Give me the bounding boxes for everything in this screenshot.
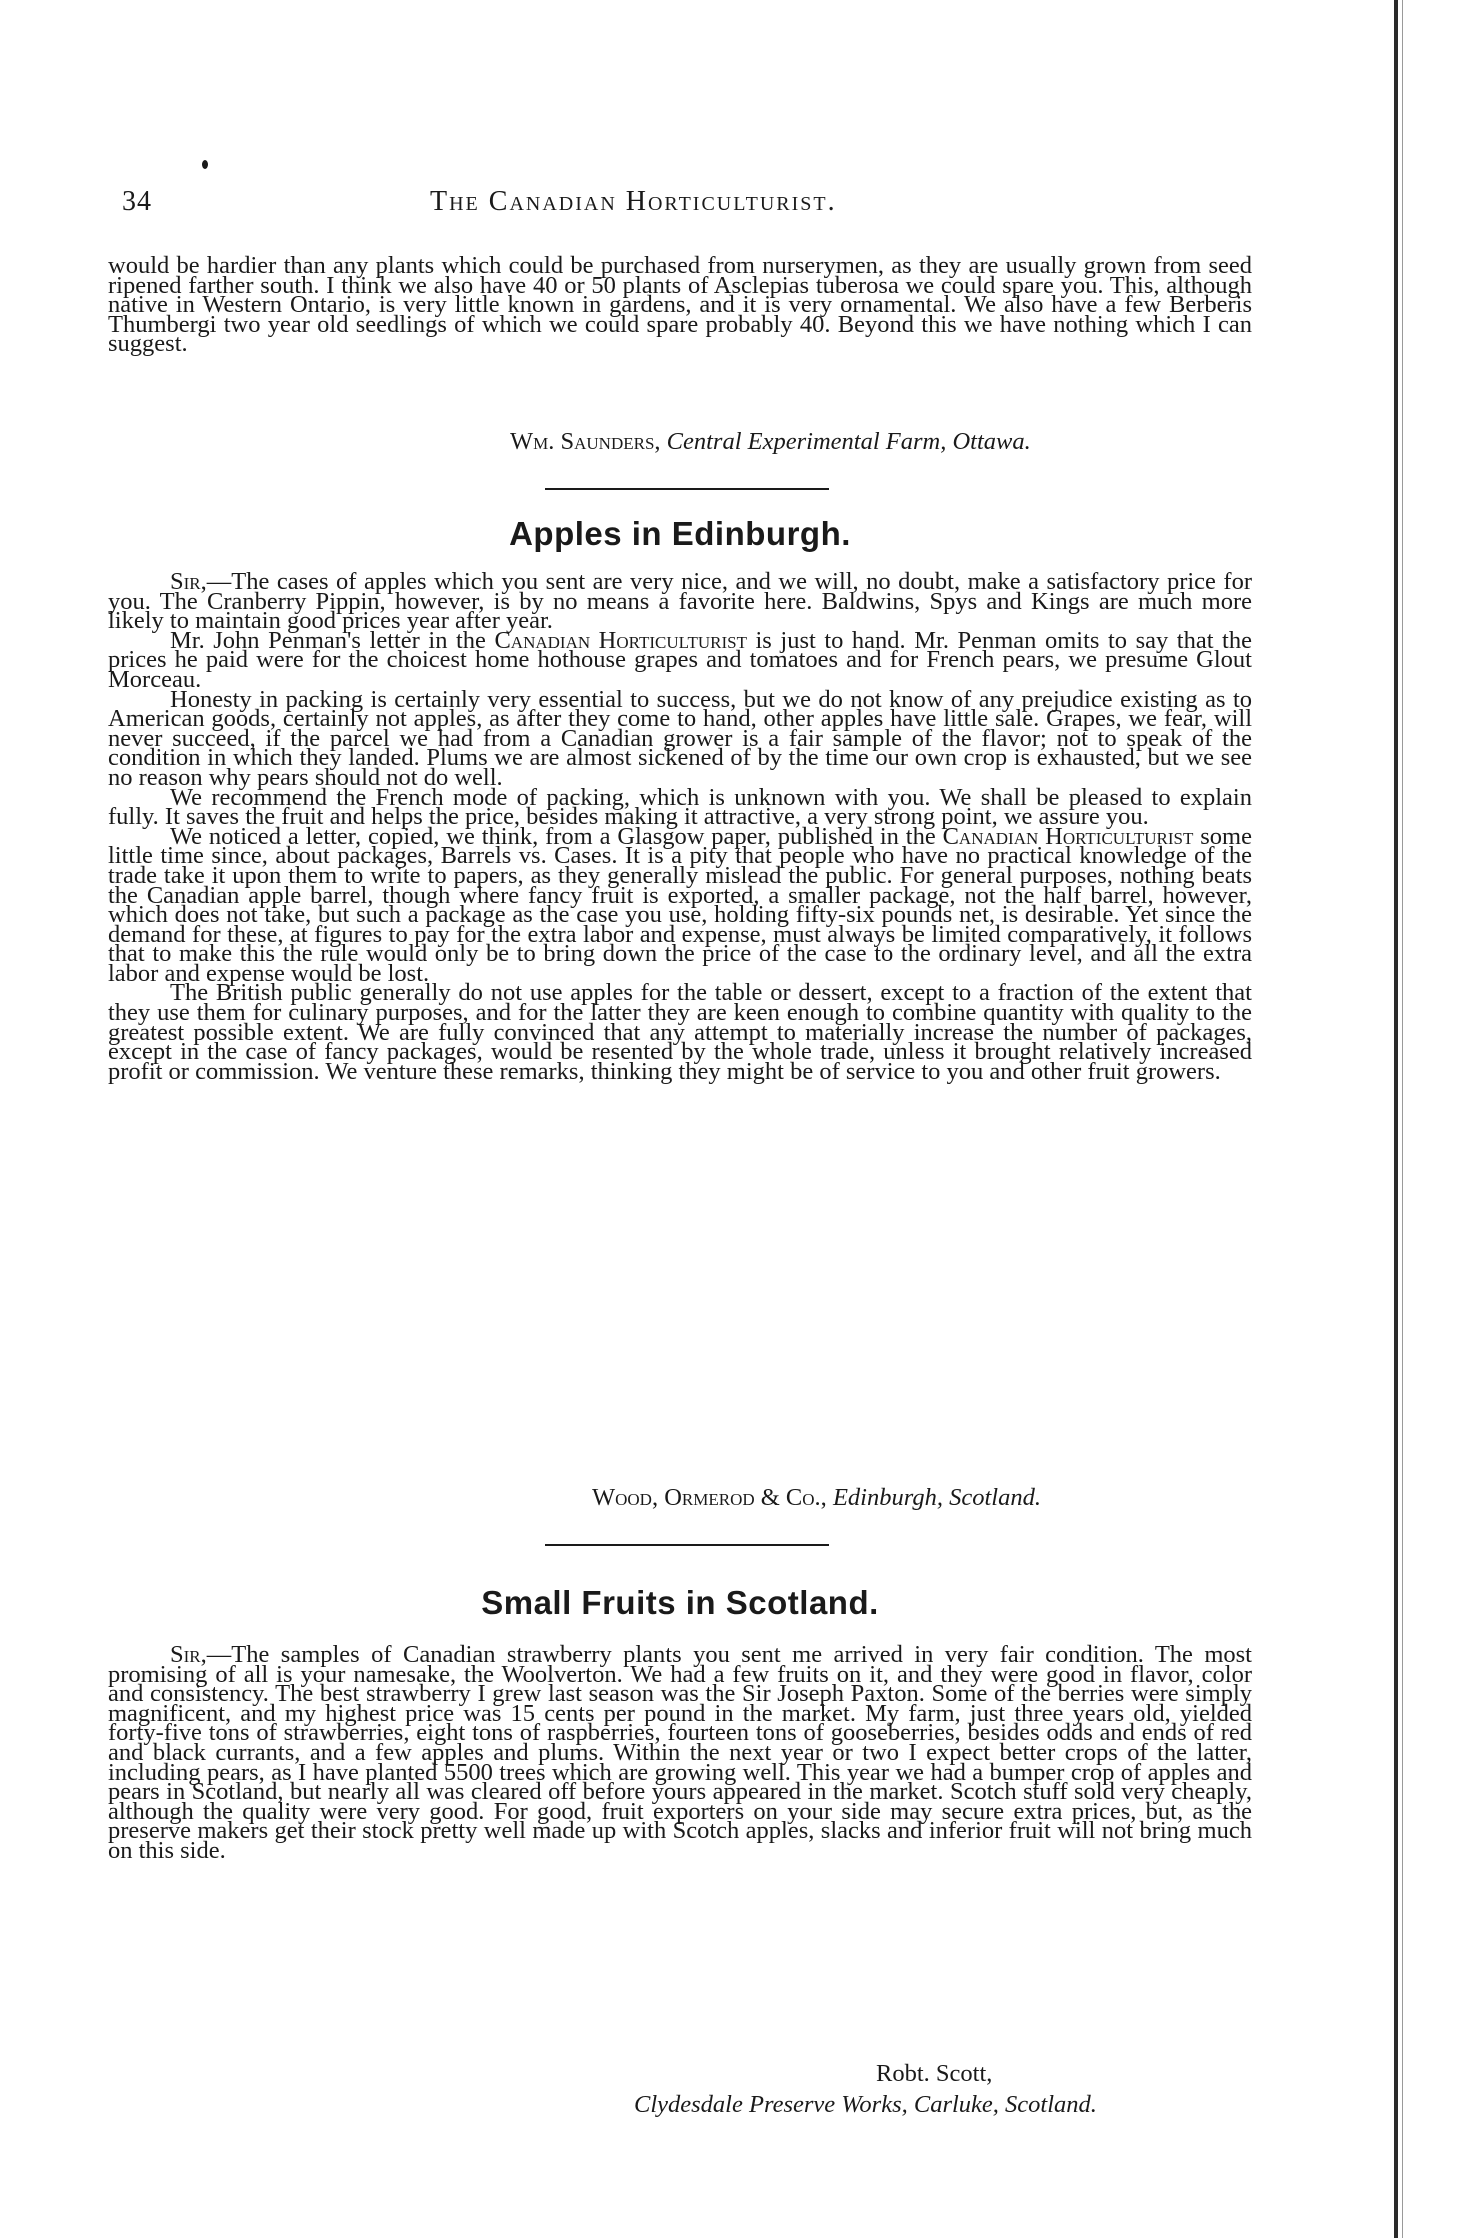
journal-name: Canadian Horticulturist xyxy=(942,822,1194,850)
section-divider xyxy=(545,1544,829,1546)
signature-wood-ormerod xyxy=(592,1484,1041,1512)
paragraph: would be hardier than any plants which could be purchased from nurserymen, as they are usually grown from seed ripened farther south. I think we also have 40 or 50 plants of Asclepias tuberosa we could spare you. This, although native in Western Ontario, is very little known in gardens, and it is very ornamental. We also have a few Berberis Thumbergi two year old seedlings of which we could spare probably 40. Beyond this we have nothing which I can suggest. xyxy=(108,252,1252,358)
paragraph: Mr. John Penman's letter in the Canadian Horticulturist is just to hand. Mr. Penman omits to say that the prices he paid were for the choicest home hothouse grapes and tomatoes and for French pears, we presume Glout Morceau. xyxy=(108,626,1252,693)
journal-name: Canadian Horticulturist xyxy=(494,626,747,654)
paragraph: We recommend the French mode of packing, which is unknown with you. We shall be pleased to explain fully. It saves the fruit and helps the price, besides making it attractive, a very strong point, we assure you. xyxy=(108,783,1252,831)
salutation: Sir, xyxy=(170,568,207,595)
paragraph: We noticed a letter, copied, we think, from a Glasgow paper, published in the Canadian Horticulturist some little time since, about packages, Barrels vs. Cases. It is a pity that people who have no practical knowledge of the trade take it upon them to write to papers, as they generally mislead the public. For general purposes, nothing beats the Canadian apple barrel, though where fancy fruit is exported, a smaller package, not the half barrel, however, which does not take, but such a package as the case you use, holding fifty-six pounds net, is desirable. Yet since the demand for these, at figures to pay for the extra labor and expense, must always be limited comparatively, it follows that to make this the rule would only be to bring down the price of the case to the ordinary level, and all the extra labor and expense would be lost. xyxy=(108,822,1252,987)
salutation: Sir, xyxy=(170,1641,207,1668)
letter-saunders xyxy=(108,252,1252,358)
margin-rule xyxy=(1394,0,1398,2238)
signature-name: Wm. Saunders, xyxy=(510,428,661,455)
paragraph: The British public generally do not use apples for the table or dessert, except to a fraction of the extent that they use them for culinary purposes, and for the latter they are keen enough to combine quantity with quality to the greatest possible extent. We are fully convinced that any attempt to materially increase the number of packages, except in the case of fancy packages, would be resented by the whole trade, unless it brought relatively increased profit or commission. We venture these remarks, thinking they might be of service to you and other fruit growers. xyxy=(108,979,1252,1085)
paragraph: Sir,—The cases of apples which you sent are very nice, and we will, no doubt, make a satisfactory price for you. The Cranberry Pippin, however, is by no means a favorite here. Baldwins, Spys and Kings are much more likely to maintain good prices year after year. xyxy=(108,568,1252,635)
section-title-scotland: Small Fruits in Scotland. xyxy=(481,1584,879,1621)
page-number: 34 xyxy=(122,186,152,217)
signature-place: Edinburgh, Scotland. xyxy=(832,1484,1041,1511)
section-edinburgh-body xyxy=(108,568,1252,1085)
signature-place: Central Experimental Farm, Ottawa. xyxy=(666,428,1031,455)
section-divider xyxy=(545,488,829,490)
section-scotland-body xyxy=(108,1641,1252,1864)
section-title-edinburgh: Apples in Edinburgh. xyxy=(509,515,851,552)
signature-scott-place: Clydesdale Preserve Works, Carluke, Scotland. xyxy=(634,2091,1097,2118)
paragraph: Sir,—The samples of Canadian strawberry plants you sent me arrived in very fair condition. The most promising of all is your namesake, the Woolverton. We had a few fruits on it, and they were good in flavor, color and consistency. The best strawberry I grew last season was the Sir Joseph Paxton. Some of the berries were simply magnificent, and my highest price was 15 cents per pound in the market. My farm, just three years old, yielded forty-five tons of strawberries, eight tons of raspberries, fourteen tons of gooseberries, besides odds and ends of red and black currants, and a few apples and plums. Within the next year or two I expect better crops of the latter, including pears, as I have planted 5500 trees which are growing well. This year we had a bumper crop of apples and pears in Scotland, but nearly all was cleared off before yours appeared in the market. Scotch stuff sold very cheaply, although the quality were very good. For good, fruit exporters on your side may secure extra prices, but, as the preserve makers get their stock pretty well made up with Scotch apples, slacks and inferior fruit will not bring much on this side. xyxy=(108,1641,1252,1864)
margin-rule-thin xyxy=(1402,0,1403,2238)
signature-name: Wood, Ormerod & Co., xyxy=(592,1484,827,1511)
signature-saunders xyxy=(510,428,1031,456)
ink-dot xyxy=(202,160,208,169)
running-head: The Canadian Horticulturist. xyxy=(430,186,837,217)
signature-scott-name: Robt. Scott, xyxy=(876,2060,993,2087)
paragraph: Honesty in packing is certainly very essential to success, but we do not know of any prejudice existing as to American goods, certainly not apples, as after they come to hand, other apples have little sale. Grapes, we fear, will never succeed, if the parcel we had from a Canadian grower is a fair sample of the flavor; not to speak of the condition in which they landed. Plums we are almost sickened of by the time our own crop is exhausted, but we see no reason why pears should not do well. xyxy=(108,685,1252,791)
page-header xyxy=(122,186,1252,222)
